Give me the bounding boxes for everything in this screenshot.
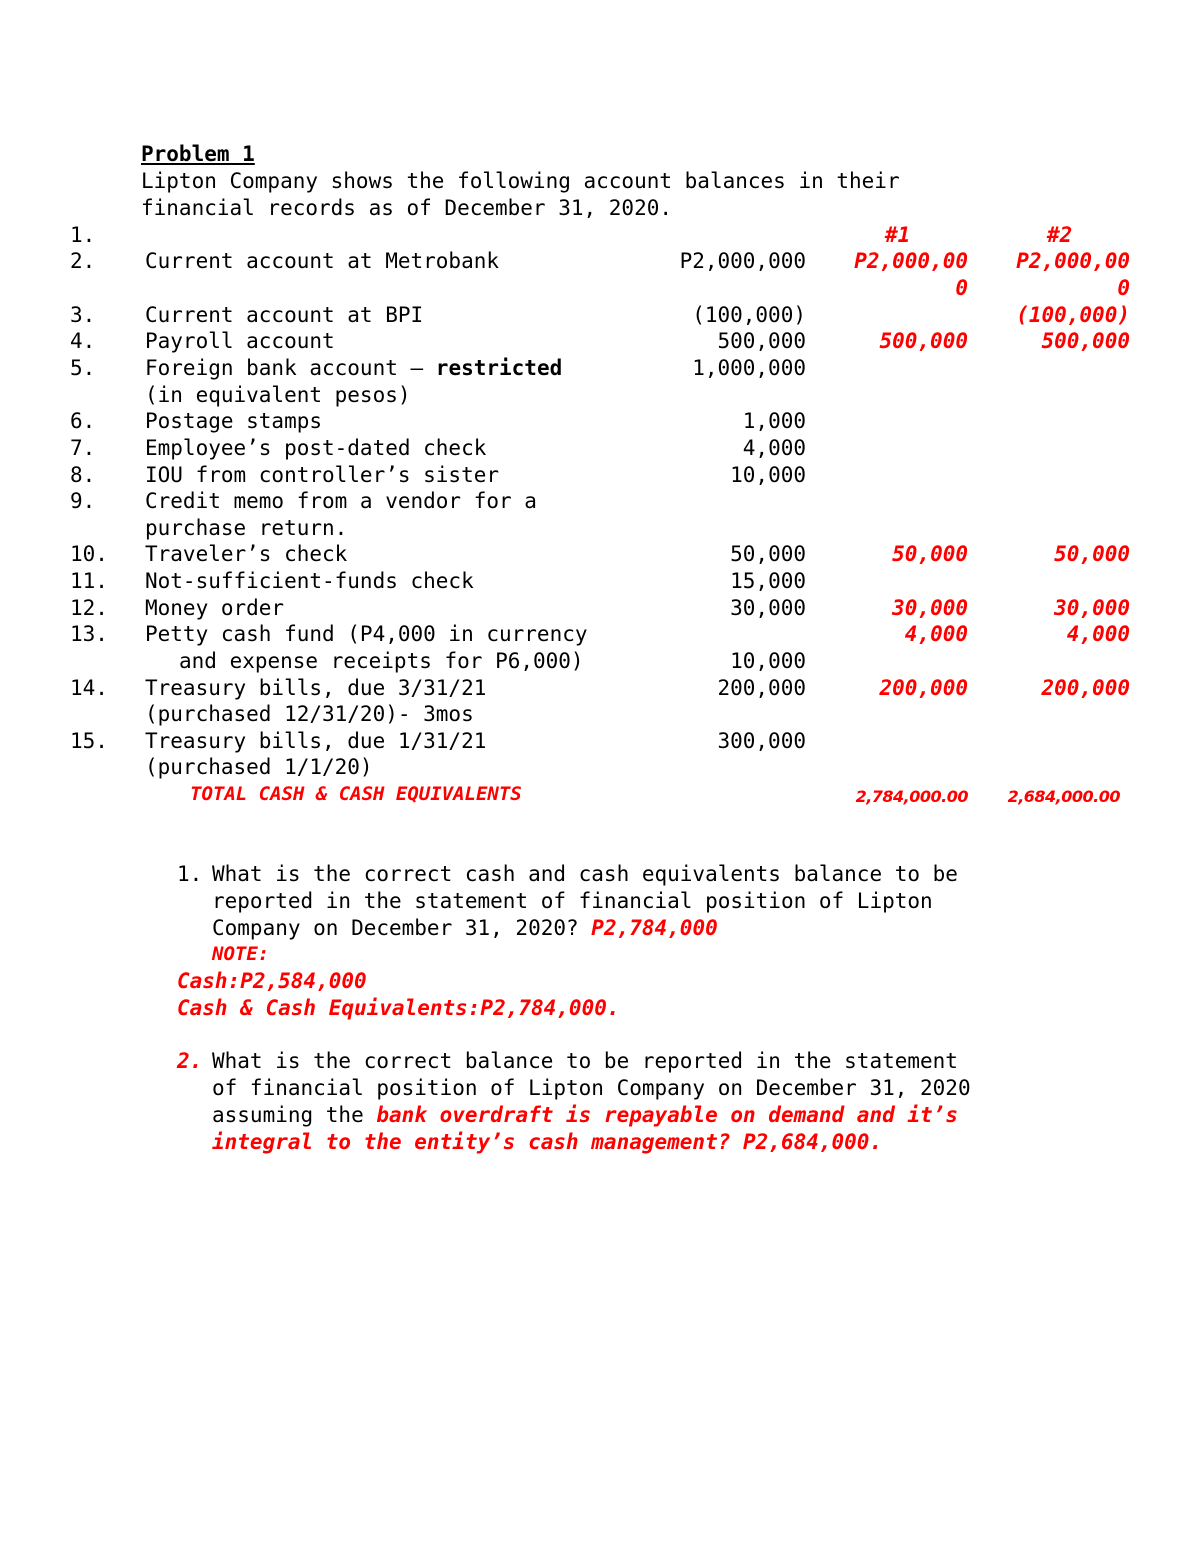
row-col2-value: 200,000 xyxy=(1041,676,1130,700)
row-number: 1. xyxy=(70,223,96,247)
row-number: 9. xyxy=(70,489,96,513)
question-1-line2: reported in the statement of financial position of Lipton xyxy=(212,889,933,913)
question-1-number: 1. xyxy=(177,862,203,886)
row-number: 5. xyxy=(70,356,96,380)
row-col2-value: 500,000 xyxy=(1041,329,1130,353)
row-description: Money order xyxy=(145,596,285,620)
total-label: TOTAL CASH & CASH EQUIVALENTS xyxy=(190,783,522,805)
row-amount: 1,000,000 xyxy=(692,356,806,380)
row-col1-value: 500,000 xyxy=(879,329,968,353)
note-cash: Cash:P2,584,000 xyxy=(177,969,367,993)
row-description: Payroll account xyxy=(145,329,335,353)
row-number: 15. xyxy=(70,729,108,753)
row-col2-value: P2,000,00 xyxy=(1016,249,1130,273)
question-1-answer: P2,784,000 xyxy=(591,916,718,940)
row-amount: 10,000 xyxy=(730,463,806,487)
column-header-2: #2 xyxy=(1047,223,1073,247)
row-description: Treasury bills, due 3/31/21 xyxy=(145,676,487,700)
row-amount: 10,000 xyxy=(730,649,806,673)
question-2-line3-text: assuming the xyxy=(212,1103,377,1127)
problem-intro-line1: Lipton Company shows the following account balances in their xyxy=(141,169,900,193)
row-description-line2: (purchased 12/31/20)- 3mos xyxy=(145,702,474,726)
question-2-line4: integral to the entity’s cash management? P2,684,000. xyxy=(212,1130,883,1154)
row-number: 7. xyxy=(70,436,96,460)
question-2-line2: of financial position of Lipton Company on December 31, 2020 xyxy=(212,1076,971,1100)
row-amount: 50,000 xyxy=(730,542,806,566)
row-col2-value-wrap: 0 xyxy=(1117,276,1130,300)
question-1-line3-text: Company on December 31, 2020? xyxy=(212,916,592,940)
question-2-line3 xyxy=(212,1102,958,1129)
row-number: 11. xyxy=(70,569,108,593)
row-amount: 1,000 xyxy=(742,409,806,433)
question-1-line1: What is the correct cash and cash equivalents balance to be xyxy=(212,862,958,886)
row-description: Treasury bills, due 1/31/21 xyxy=(145,729,487,753)
row-description-line2: purchase return. xyxy=(145,516,348,540)
question-2-line1: What is the correct balance to be reported in the statement xyxy=(212,1049,958,1073)
row-description: Credit memo from a vendor for a xyxy=(145,489,537,513)
row-number: 6. xyxy=(70,409,96,433)
row-description: Current account at Metrobank xyxy=(145,249,500,273)
total-col1: 2,784,000.00 xyxy=(855,787,968,806)
row-col2-value: 30,000 xyxy=(1054,596,1130,620)
row-number: 8. xyxy=(70,463,96,487)
question-2-emphasis: bank overdraft is repayable on demand and it’s xyxy=(376,1103,958,1127)
row-description: Employee’s post-dated check xyxy=(145,436,487,460)
row-col2-value: 4,000 xyxy=(1066,622,1130,646)
problem-intro-line2: financial records as of December 31, 2020. xyxy=(141,196,673,220)
row-col1-value: 200,000 xyxy=(879,676,968,700)
row-description: IOU from controller’s sister xyxy=(145,463,500,487)
row-number: 4. xyxy=(70,329,96,353)
row-col1-value: 50,000 xyxy=(892,542,968,566)
row-number: 12. xyxy=(70,596,108,620)
row-description xyxy=(145,355,562,382)
row-amount: 15,000 xyxy=(730,569,806,593)
note-cash-equivalents: Cash & Cash Equivalents:P2,784,000. xyxy=(177,996,620,1020)
row-col1-value-wrap: 0 xyxy=(955,276,968,300)
row-amount: 300,000 xyxy=(717,729,806,753)
row-amount: 30,000 xyxy=(730,596,806,620)
note-label: NOTE: xyxy=(212,943,270,965)
restricted-label: restricted xyxy=(435,356,563,380)
row-col2-value: 50,000 xyxy=(1054,542,1130,566)
row-amount: 200,000 xyxy=(717,676,806,700)
row-number: 13. xyxy=(70,622,108,646)
row-description: Traveler’s check xyxy=(145,542,348,566)
row-description-line2: and expense receipts for P6,000) xyxy=(179,649,584,673)
row-description: Postage stamps xyxy=(145,409,323,433)
row-amount: 4,000 xyxy=(742,436,806,460)
row-number: 2. xyxy=(70,249,96,273)
row-description-line2: (purchased 1/1/20) xyxy=(145,755,373,779)
row-number: 14. xyxy=(70,676,108,700)
row-col2-value: (100,000) xyxy=(1016,303,1130,327)
row-col1-value: 30,000 xyxy=(892,596,968,620)
row-description: Petty cash fund (P4,000 in currency xyxy=(145,622,588,646)
question-2-number: 2. xyxy=(177,1049,203,1073)
row-amount: 500,000 xyxy=(717,329,806,353)
row-amount: (100,000) xyxy=(692,303,806,327)
question-1-line3 xyxy=(212,915,718,942)
row-col1-value: P2,000,00 xyxy=(854,249,968,273)
row-description: Not-sufficient-funds check xyxy=(145,569,474,593)
row-number: 3. xyxy=(70,303,96,327)
column-header-1: #1 xyxy=(885,223,911,247)
row-amount: P2,000,000 xyxy=(679,249,806,273)
problem-title: Problem 1 xyxy=(141,142,255,166)
row-col1-value: 4,000 xyxy=(904,622,968,646)
row-description: Current account at BPI xyxy=(145,303,424,327)
total-col2: 2,684,000.00 xyxy=(1007,787,1120,806)
row-description-text: Foreign bank account – xyxy=(145,356,436,380)
row-number: 10. xyxy=(70,542,108,566)
row-description-line2: (in equivalent pesos) xyxy=(145,383,411,407)
